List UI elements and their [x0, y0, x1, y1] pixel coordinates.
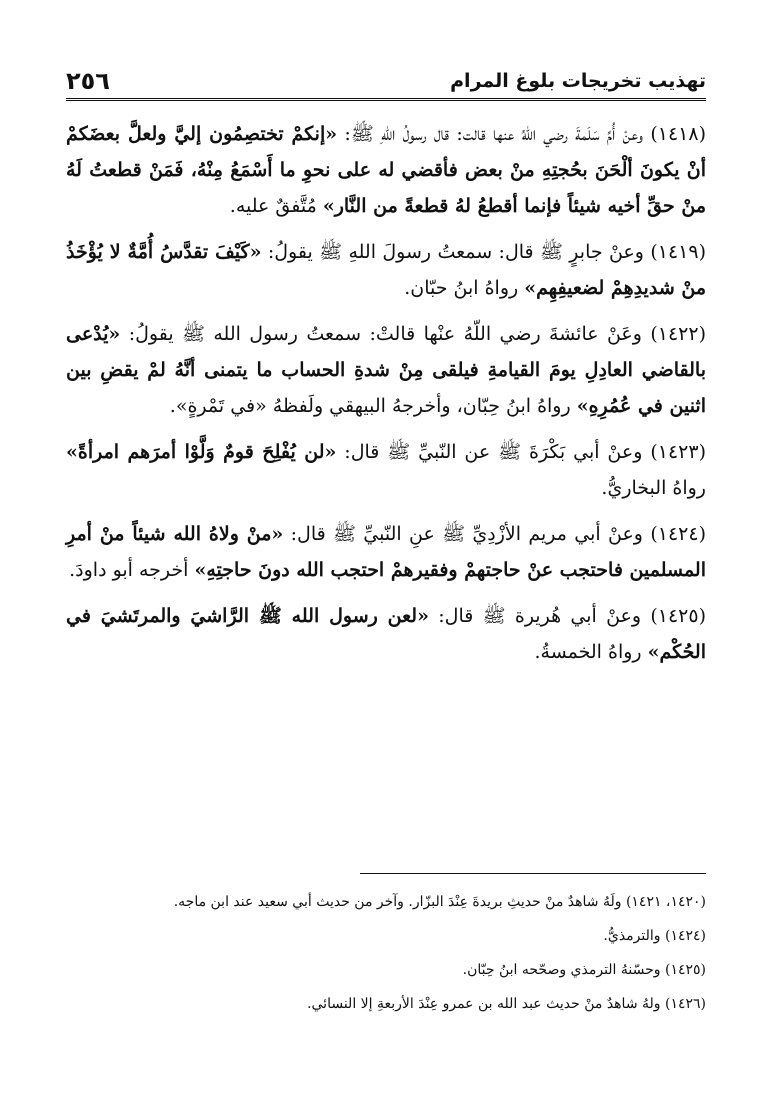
page-header — [66, 60, 706, 96]
hadith-text: «إنكمْ تختصِمُون إليَّ ولعلَّ بعضَكمْ أنْ يكونَ ألْحَنَ بحُجتِهِ منْ بعض فأقضي له على نحوِ ما أَسْمَعُ مِنْهُ، فَمَنْ قطعتُ لَهُ منْ حقِّ أخيه شيئاً فإنما أقطعُ لهُ قطعةً من النَّار» — [66, 123, 706, 217]
hadith-source: رواهُ البخاريُّ. — [601, 477, 706, 499]
footnotes — [66, 885, 706, 1021]
hadith-list — [66, 116, 706, 680]
hadith-text: «لعن رسول الله ﷺ الرَّاشيَ والمرتَشيَ في الحُكْم» — [66, 605, 706, 663]
hadith-intro: وعنْ أبي بَكْرَةَ ﷺ عن النّبيِّ ﷺ قال: — [344, 441, 643, 463]
hadith-1422 — [66, 316, 706, 424]
hadith-number: (١٤٢٤) — [650, 523, 706, 545]
footnote: (١٤٢٤) والترمذيُّ. — [603, 928, 706, 944]
hadith-intro: وعنْ أبي مريم الأزْدِيِّ ﷺ عنِ النّبيِّ ﷺ قال: — [290, 523, 643, 545]
running-title: تهذيب تخريجات بلوغ المرام — [450, 70, 706, 92]
hadith-1423 — [66, 434, 706, 506]
hadith-intro: وعنْ جابرٍ ﷺ قال: سمعتُ رسولَ اللهِ ﷺ يقولُ: — [267, 241, 644, 263]
hadith-text: «يُدْعى بالقاضي العادِلِ يومَ القيامةِ فيلقى مِنْ شدةِ الحساب ما يتمنى أنَّهُ لمْ يقضِ بين اثنين في عُمُرِهِ» — [66, 323, 706, 417]
header-rule — [66, 98, 706, 101]
hadith-source: رواهُ ابنُ حِبّان، وأخرجهُ البيهقي ولَفظهُ «في تَمْرةٍ». — [169, 395, 571, 417]
hadith-source: رواهُ ابنُ حبّان. — [404, 277, 519, 299]
hadith-number: (١٤١٨) — [650, 123, 706, 145]
page-number: ٢٥٦ — [66, 67, 110, 95]
footnote: (١٤٢٦) ولهُ شاهدٌ منْ حديث عبد الله بن عمرو عِنْدَ الأربعةِ إلا النسائي. — [307, 996, 706, 1012]
hadith-1418 — [66, 116, 706, 224]
hadith-intro: وعنْ أبي هُريرة ﷺ قال: — [438, 605, 642, 627]
hadith-text: «لن يُفْلِحَ قومٌ وَلَّوْا أمرَهم امرأةً» — [66, 441, 337, 463]
hadith-source: أخرجه أبو داودَ. — [69, 559, 189, 581]
hadith-text: «كَيْفَ تقدَّسُ أُمَّةٌ لا يُؤْخَذُ منْ شديدِهِمْ لضعيفِهِم» — [66, 241, 706, 299]
hadith-1425 — [66, 598, 706, 670]
hadith-source: رواهُ الخمسةُ. — [534, 641, 642, 663]
hadith-number: (١٤٢٣) — [650, 441, 707, 463]
hadith-source: مُتَّفقٌ عليه. — [229, 195, 317, 217]
hadith-intro: وعنْ أُمِّ سَلَمةَ رضي اللّهُ عنها قالت: قال رسولُ اللهِ ﷺ: — [344, 123, 644, 145]
footnote-separator — [360, 873, 706, 874]
hadith-1419 — [66, 234, 706, 306]
hadith-number: (١٤١٩) — [650, 241, 706, 263]
hadith-text: «منْ ولاهُ الله شيئاً منْ أمرِ المسلمين فاحتجب عنْ حاجتهمْ وفقيرهمْ احتجب الله دونَ حاجتِهِ» — [66, 523, 706, 581]
hadith-number: (١٤٢٥) — [650, 605, 707, 627]
footnote: (١٤٢٥) وحسّنهُ الترمذي وصحّحه ابنُ حِبّان. — [462, 962, 706, 978]
hadith-1424 — [66, 516, 706, 588]
footnote: (١٤٢٠، ١٤٢١) ولَهُ شاهدٌ منْ حديثِ بريدةَ عِنْدَ البزّار. وآخر من حديث أبي سعيد عند ابن ماجه. — [173, 894, 706, 910]
hadith-intro: وعَنْ عائشةَ رضي اللّهُ عنْها قالتْ: سمعتُ رسول الله ﷺ يقولُ: — [128, 323, 642, 345]
hadith-number: (١٤٢٢) — [650, 323, 706, 345]
